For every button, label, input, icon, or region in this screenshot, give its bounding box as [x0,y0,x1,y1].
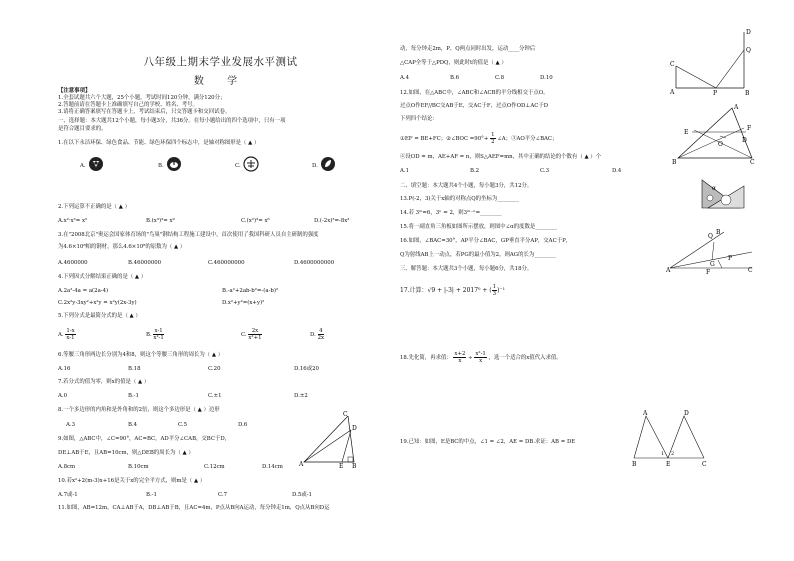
q3-option-a: A.4600000 [58,260,88,266]
q16-label-a: A [666,267,671,274]
q2-option-c: C.(x²)³= x⁶ [241,218,270,224]
q9-label-a: A [299,461,304,468]
q12-label-d: D [742,137,747,144]
q5-fraction-a: $\frac{1-x}{x-1}$ [66,328,75,341]
q7-option-a: A.0 [58,393,68,399]
q11-option-b: B.6 [450,75,460,81]
q8-option-b: B.4 [128,422,138,428]
q11-figure [668,24,752,96]
q9-stem: 9.如图，△ABC中，∠C=90°，AC=BC，AD平分∠CAB，交BC于D， [58,436,231,442]
q15-stem: 15.将一副直角三角板如图所示摆放，则图中∠α的度数是________ [400,224,557,230]
q12-stem-cont2: 下列四个结论： [400,116,438,122]
q12-figure [672,102,756,164]
q3-option-c: C.460000000 [208,260,245,266]
q2-option-a: A.x²·x³= x⁵ [58,218,88,224]
q9-option-b: B.10cm [128,464,149,470]
q10-stem: 10.若x²+2(m-3)x+16是关于x的完全平方式，则m是（ ▲ ） [58,478,206,484]
q11-label-a: A [670,89,675,96]
q9-stem-cont: DE⊥AB于E，且AB=10cm，则△DEB的周长为（ ▲ ） [58,450,194,456]
q10-option-a: A.7或-1 [58,492,78,498]
q16-label-q: Q [708,233,713,240]
q8-stem: 8.一个多边形的内角和是外角和的2倍，则这个多边形是（ ▲ ）边形 [58,407,220,413]
q5-fraction-d: $\frac{4}{2x}$ [317,328,325,341]
q5-option-c: C. $\frac{2x}{\text{x²+1}}$ [241,328,262,341]
q11-option-d: D.10 [540,75,553,81]
notice-item: 3.请将正确答案填写在答题卡上，考试结束后，只交答题卡和交回试卷。 [58,109,231,115]
eco-logo-icon [320,156,336,172]
q4-option-b: B.-a²+2ab-b²=-(a-b)² [222,288,279,294]
q18-fraction-a: $\frac{x+2}{x}$ [454,351,466,364]
q5-stem: 5.下列分式是最简分式的是（ ▲ ） [58,313,141,319]
q4-option-c: C.2x²y-3xy²+x²y = x²y(2x-3y) [58,300,137,306]
notice-heading: 【注意事项】 [58,88,91,94]
q11-label-b: B [745,90,750,96]
q19-label-b: B [632,461,637,468]
q3-stem-cont: 为4.6×10⁸帕的钢材，那么4.6×10⁸的原数为（ ▲ ） [58,244,186,250]
q5-option-d: D. $\frac{4}{2x}$ [310,328,325,341]
q16-label-p: P [728,255,733,262]
q9-label-e: E [339,463,344,468]
q11-label-d: D [746,29,751,36]
q12-conclusion-1: ①EF = BE+FC；②∠BOC =90°+ $\frac{1}{2}$ ∠A；③AO平分∠BAC； [400,132,558,145]
q8-option-a: A.3 [66,422,76,428]
q10-option-b: B.-1 [146,492,157,498]
q3-option-b: B.46000000 [128,260,162,266]
q6-option-b: B.18 [128,366,141,372]
q9-triangle-figure [296,408,358,468]
q9-label-b: B [352,463,357,468]
q4-option-a: A.2a²-4a = a(2a-4) [58,288,109,294]
q4-option-d: D.x²+y²=(x+y)² [222,300,265,306]
q12-option-b: B.2 [470,168,480,174]
q12-stem: 12.如图，在△ABC中，∠ABC和∠ACB的平分线相交于点O， [400,90,549,96]
q6-option-c: C.20 [208,366,221,372]
q6-option-a: A.16 [58,366,71,372]
q11-option-c: C.8 [495,75,505,81]
q11-stem-cont: 动，每分钟走2m，P、Q两点同时出发，运动____分钟后 [400,46,536,52]
notice-item: 2.答题前请在答题卡上准确填写自己的学校、姓名、考号。 [58,102,198,108]
q12-option-c: C.3 [540,168,550,174]
q2-stem: 2.下列运算不正确的是（ ▲ ） [58,204,131,210]
q12-half-fraction: $\frac{1}{2}$ [491,132,495,145]
q12-label-a: A [734,104,739,111]
q9-label-c: C [343,411,348,418]
q11-label-p: P [713,90,718,96]
q11-option-a: A.4 [400,75,410,81]
q12-label-c: C [750,159,755,164]
q12-stem-cont: 过点O作EF//BC交AB于E，交AC于F，过点O作OD⊥AC于D [400,103,549,109]
q19-figure [628,408,710,468]
q5-fraction-c: $\frac{2x}{\text{x²+1}}$ [248,328,262,341]
q2-option-d: D.(-2x)³=-8x³ [314,218,350,224]
q9-option-a: A.8cm [58,464,76,470]
q12-option-a: A.1 [400,168,410,174]
q1-option-d: D. [312,163,318,169]
q16-label-c: C [748,267,753,274]
q1-option-b: B. [158,163,164,169]
q11-stem-cont2: △CAP全等于△PDQ，则此时t的值是（ ▲ ） [400,60,507,66]
q12-label-b: B [672,159,677,164]
q15-label-alpha: α [712,185,717,192]
section1-heading: 一、选择题：本大题共12个小题，每小题3分，共36分。在每小题给出的四个选项中，只有一项 [58,118,286,124]
q7-option-d: D.±2 [294,393,308,399]
q19-label-a: A [643,410,648,417]
green-food-logo-icon [166,156,182,172]
q10-option-c: C.7 [218,492,228,498]
q16-stem: 16.如图，∠BAC=30°，AP平分∠BAC，GP垂直平分AP，交AC于P， [400,238,572,244]
exam-title: 八年级上期末学业发展水平测试 [143,56,298,68]
q1-option-a: A. [80,163,86,169]
q19-label-c: C [702,461,707,468]
q11-stem: 11.如图，AB=12m，CA⊥AB于A，DB⊥AB于B，且AC=4m，P点从B向A运动，每分钟走1m，Q点从B向D运 [58,505,330,511]
q16-figure [666,226,756,274]
q19-label-angle1: 1 [661,451,665,457]
q7-option-c: C.±1 [208,393,222,399]
q16-stem-cont: Q为射线AB上一动点，若PG的最小值为2，则AG的长为________ [400,252,556,258]
q12-label-f: F [747,125,752,132]
q6-option-d: D.16或20 [294,366,319,372]
q2-option-b: B.(x³)³= x⁹ [146,218,175,224]
q9-label-d: D [352,425,357,432]
q16-label-g: G [710,261,715,268]
q4-stem: 4.下列因式分解结果正确的是（ ▲ ） [58,274,147,280]
q1-stem: 1.在以下永洁环保、绿色食品、节能、绿色环保四个标志中，是轴对称图形是（ ▲ ） [58,140,260,146]
q17-expression: 17.计算：√9 + |-3| + 2017⁰ + ( $\frac{1}{3}$ )⁻¹ [400,284,505,297]
q1-option-c: C. [235,163,241,169]
q8-option-d: D.6 [238,422,248,428]
notice-item: 1.全套试题共六个大题，25个小题，考试时间120分钟，满分120分； [58,95,226,101]
q16-label-b: B [716,229,721,236]
energy-saving-logo-icon [243,156,259,172]
recycle-logo-icon [88,156,104,172]
q18-fraction-b: $\frac{\text{x²-1}}{x}$ [475,351,486,364]
q5-fraction-b: $\frac{x-1}{\text{x²-1}}$ [153,328,164,341]
q19-label-d: D [684,410,689,417]
q7-option-b: B.-1 [128,393,139,399]
q9-option-c: C.12cm [204,464,225,470]
exam-subject: 数 学 [193,76,248,87]
section3-heading: 三、解答题：本大题共3个小题，每小题6分，共18分。 [400,266,533,272]
q11-label-q: Q [746,47,751,54]
q5-option-a: A. $\frac{1-x}{x-1}$ [58,328,75,341]
q12-conclusion-2: ④设OD = m，AE+AF = n，则S△AEF=mn，其中正确的结论的个数有（ ▲ ）个 [400,154,602,160]
section1-heading-cont: 是符合题目要求的。 [58,126,107,132]
q15-set-square-figure [700,178,748,212]
q16-label-f: F [706,269,711,274]
q12-option-d: D.4 [612,168,622,174]
q11-label-c: C [670,61,675,68]
q12-label-e: E [684,129,689,136]
q19-stem: 19.已知：如图，E是BC的中点，∠1 = ∠2，AE = DB.求证：AB = DE [400,439,576,445]
q9-option-d: D.14cm [262,464,283,470]
q14-stem: 14.若 3ᵐ=6，3ⁿ = 2，则3ᵐ⁻ⁿ=________ [400,210,502,216]
q3-stem: 3.在"2008北京"奥运会国家体育场的"鸟巢"钢结构工程施工建设中，首次使用了我国科研人员自主研制的强度 [58,232,319,238]
q17-third-fraction: $\frac{1}{3}$ [492,284,497,297]
q10-option-d: D.5或-1 [292,492,312,498]
q8-option-c: C.5 [178,422,188,428]
q12-label-o: O [718,141,723,148]
q18-expression: 18.先化简，再求值： $\frac{x+2}{x}$ ÷ $\frac{\text{x²-1}}{x}$ ，选一个适合的x值代入求值。 [400,351,562,364]
q13-stem: 13.P(-2，3)关于x轴的对称点Q的坐标为________ [400,196,519,202]
q6-stem: 6.等腰三角形两边长分别为4和8，则这个等腰三角形的周长为（ ▲ ） [58,352,224,358]
q7-stem: 7.若分式的值为零，则x的值是（ ▲ ） [58,379,150,385]
q19-label-e: E [666,461,671,468]
q19-label-angle2: 2 [671,451,675,457]
q3-option-d: D.4600000000 [294,260,335,266]
q5-option-b: B. $\frac{x-1}{\text{x²-1}}$ [146,328,164,341]
section2-heading: 二、填空题：本大题共4个小题，每小题3分，共12分。 [400,183,533,189]
